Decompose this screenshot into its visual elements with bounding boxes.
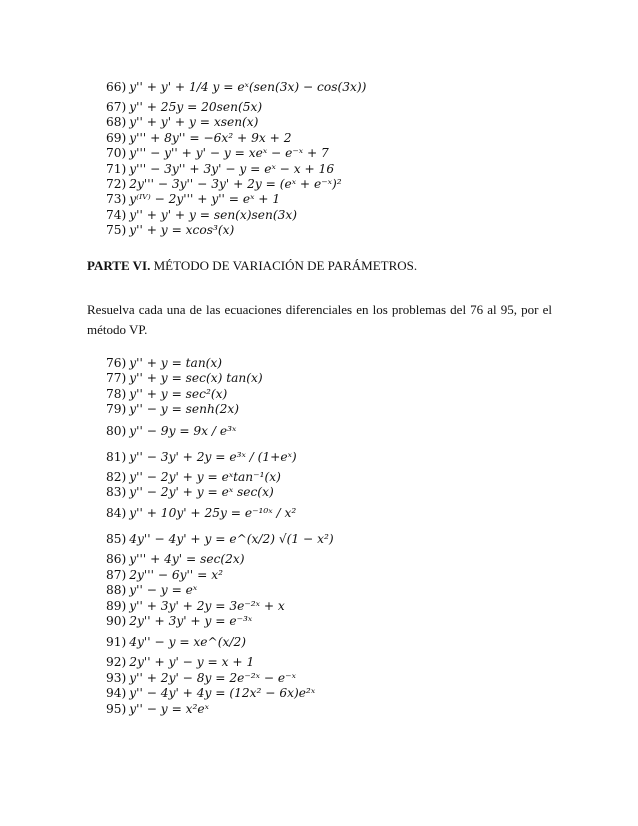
equation-item (106, 402, 334, 417)
equation-expression: y'' + y' + y = sen(x)sen(3x) (129, 207, 298, 222)
equation-expression: y'' + y = tan(x) (129, 356, 223, 370)
equation-expression: y'' − 9y = 9x / e³ˣ (129, 423, 237, 438)
equation-number: 80) (106, 423, 127, 438)
section-title (87, 258, 417, 274)
equation-expression: 2y'' + 3y' + y = e⁻³ˣ (129, 614, 253, 629)
equation-item (106, 629, 334, 655)
equation-number: 77) (106, 371, 127, 386)
equation-number: 68) (106, 115, 127, 130)
equation-number: 83) (106, 485, 127, 500)
equation-item (106, 568, 334, 583)
equation-expression: y'' + 10y' + 25y = e⁻¹⁰ˣ / x² (129, 506, 297, 521)
equation-expression: 2y'' + y' − y = x + 1 (129, 655, 255, 670)
equation-item (106, 177, 366, 192)
equation-number: 82) (106, 469, 127, 484)
equation-expression: y''' + 8y'' = −6x² + 9x + 2 (129, 130, 292, 145)
equation-number: 81) (106, 449, 127, 464)
equation-item (106, 131, 366, 146)
equation-expression: y'' + y' + y = xsen(x) (129, 115, 259, 130)
equation-number: 87) (106, 567, 127, 582)
equation-item (106, 702, 334, 717)
equation-number: 88) (106, 583, 127, 598)
equation-number: 92) (106, 655, 127, 670)
equation-number: 70) (106, 146, 127, 161)
equation-expression: y'' − 3y' + 2y = e³ˣ / (1+eˣ) (129, 449, 297, 464)
equation-expression: y'' − 4y' + 4y = (12x² − 6x)e²ˣ (129, 686, 316, 701)
equation-item (106, 74, 366, 100)
equation-expression: y''' − 3y'' + 3y' − y = eˣ − x + 16 (129, 161, 335, 176)
equation-item (106, 100, 366, 115)
equation-expression: y''' + 4y' = sec(2x) (129, 552, 245, 567)
equation-number: 73) (106, 192, 127, 207)
equation-item (106, 192, 366, 207)
equation-number: 85) (106, 532, 127, 547)
equation-expression: y'' + y' + 1/4 y = eˣ(sen(3x) − cos(3x)) (129, 80, 367, 94)
equation-number: 71) (106, 161, 127, 176)
equation-item (106, 444, 334, 470)
equation-item (106, 686, 334, 701)
equation-list-part-vi (106, 356, 334, 717)
equation-expression: y'' + y = xcos³(x) (129, 223, 235, 238)
equation-item (106, 500, 334, 526)
equation-number: 74) (106, 207, 127, 222)
equation-expression: y'' + 3y' + 2y = 3e⁻²ˣ + x (129, 598, 285, 613)
equation-number: 84) (106, 506, 127, 521)
equation-item (106, 470, 334, 485)
section-title-rest: MÉTODO DE VARIACIÓN DE PARÁMETROS. (150, 258, 418, 273)
equation-item (106, 526, 334, 552)
equation-number: 75) (106, 223, 127, 238)
equation-number: 66) (106, 80, 127, 94)
section-title-bold: PARTE VI. (87, 258, 151, 273)
equation-number: 91) (106, 635, 127, 650)
equation-number: 90) (106, 614, 127, 629)
equation-item (106, 371, 334, 386)
equation-number: 94) (106, 686, 127, 701)
equation-item (106, 115, 366, 130)
equation-list-part-v (106, 74, 366, 239)
equation-expression: y''' − y'' + y' − y = xeˣ − e⁻ˣ + 7 (129, 146, 329, 161)
equation-expression: 2y''' − 6y'' = x² (129, 567, 223, 582)
instructions-paragraph: Resuelva cada una de las ecuaciones diferenciales en los problemas del 76 al 95, por el método VP. (87, 302, 552, 337)
equation-number: 76) (106, 356, 127, 370)
equation-expression: y'' − 2y' + y = eˣtan⁻¹(x) (129, 469, 281, 484)
equation-item (106, 552, 334, 567)
equation-expression: y'' + y = sec(x) tan(x) (129, 371, 263, 386)
equation-item (106, 655, 334, 670)
equation-item (106, 223, 366, 238)
equation-item (106, 671, 334, 686)
equation-number: 72) (106, 177, 127, 192)
equation-item (106, 162, 366, 177)
equation-expression: y'' + 25y = 20sen(5x) (129, 100, 263, 114)
equation-expression: 4y'' − y = xe^(x/2) (129, 635, 246, 650)
equation-number: 95) (106, 701, 127, 716)
equation-item (106, 583, 334, 598)
equation-number: 86) (106, 552, 127, 567)
equation-item (106, 387, 334, 402)
equation-number: 93) (106, 670, 127, 685)
equation-item (106, 208, 366, 223)
equation-expression: y'' − y = eˣ (129, 583, 198, 598)
equation-expression: y'' − y = senh(2x) (129, 402, 239, 417)
equation-item (106, 614, 334, 629)
equation-number: 67) (106, 100, 127, 114)
equation-expression: y'' + 2y' − 8y = 2e⁻²ˣ − e⁻ˣ (129, 670, 296, 685)
equation-number: 79) (106, 402, 127, 417)
equation-number: 69) (106, 130, 127, 145)
equation-item (106, 599, 334, 614)
equation-item (106, 418, 334, 444)
equation-number: 89) (106, 598, 127, 613)
equation-expression: 2y''' − 3y'' − 3y' + 2y = (eˣ + e⁻ˣ)² (129, 177, 342, 192)
equation-expression: y'' − y = x²eˣ (129, 701, 209, 716)
equation-item (106, 146, 366, 161)
equation-number: 78) (106, 386, 127, 401)
equation-expression: 4y'' − 4y' + y = e^(x/2) √(1 − x²) (129, 532, 334, 547)
equation-item (106, 485, 334, 500)
equation-expression: y'' − 2y' + y = eˣ sec(x) (129, 485, 274, 500)
equation-expression: y'' + y = sec²(x) (129, 386, 228, 401)
equation-expression: y⁽ᴵⱽ⁾ − 2y''' + y'' = eˣ + 1 (129, 192, 281, 207)
equation-item (106, 356, 334, 371)
